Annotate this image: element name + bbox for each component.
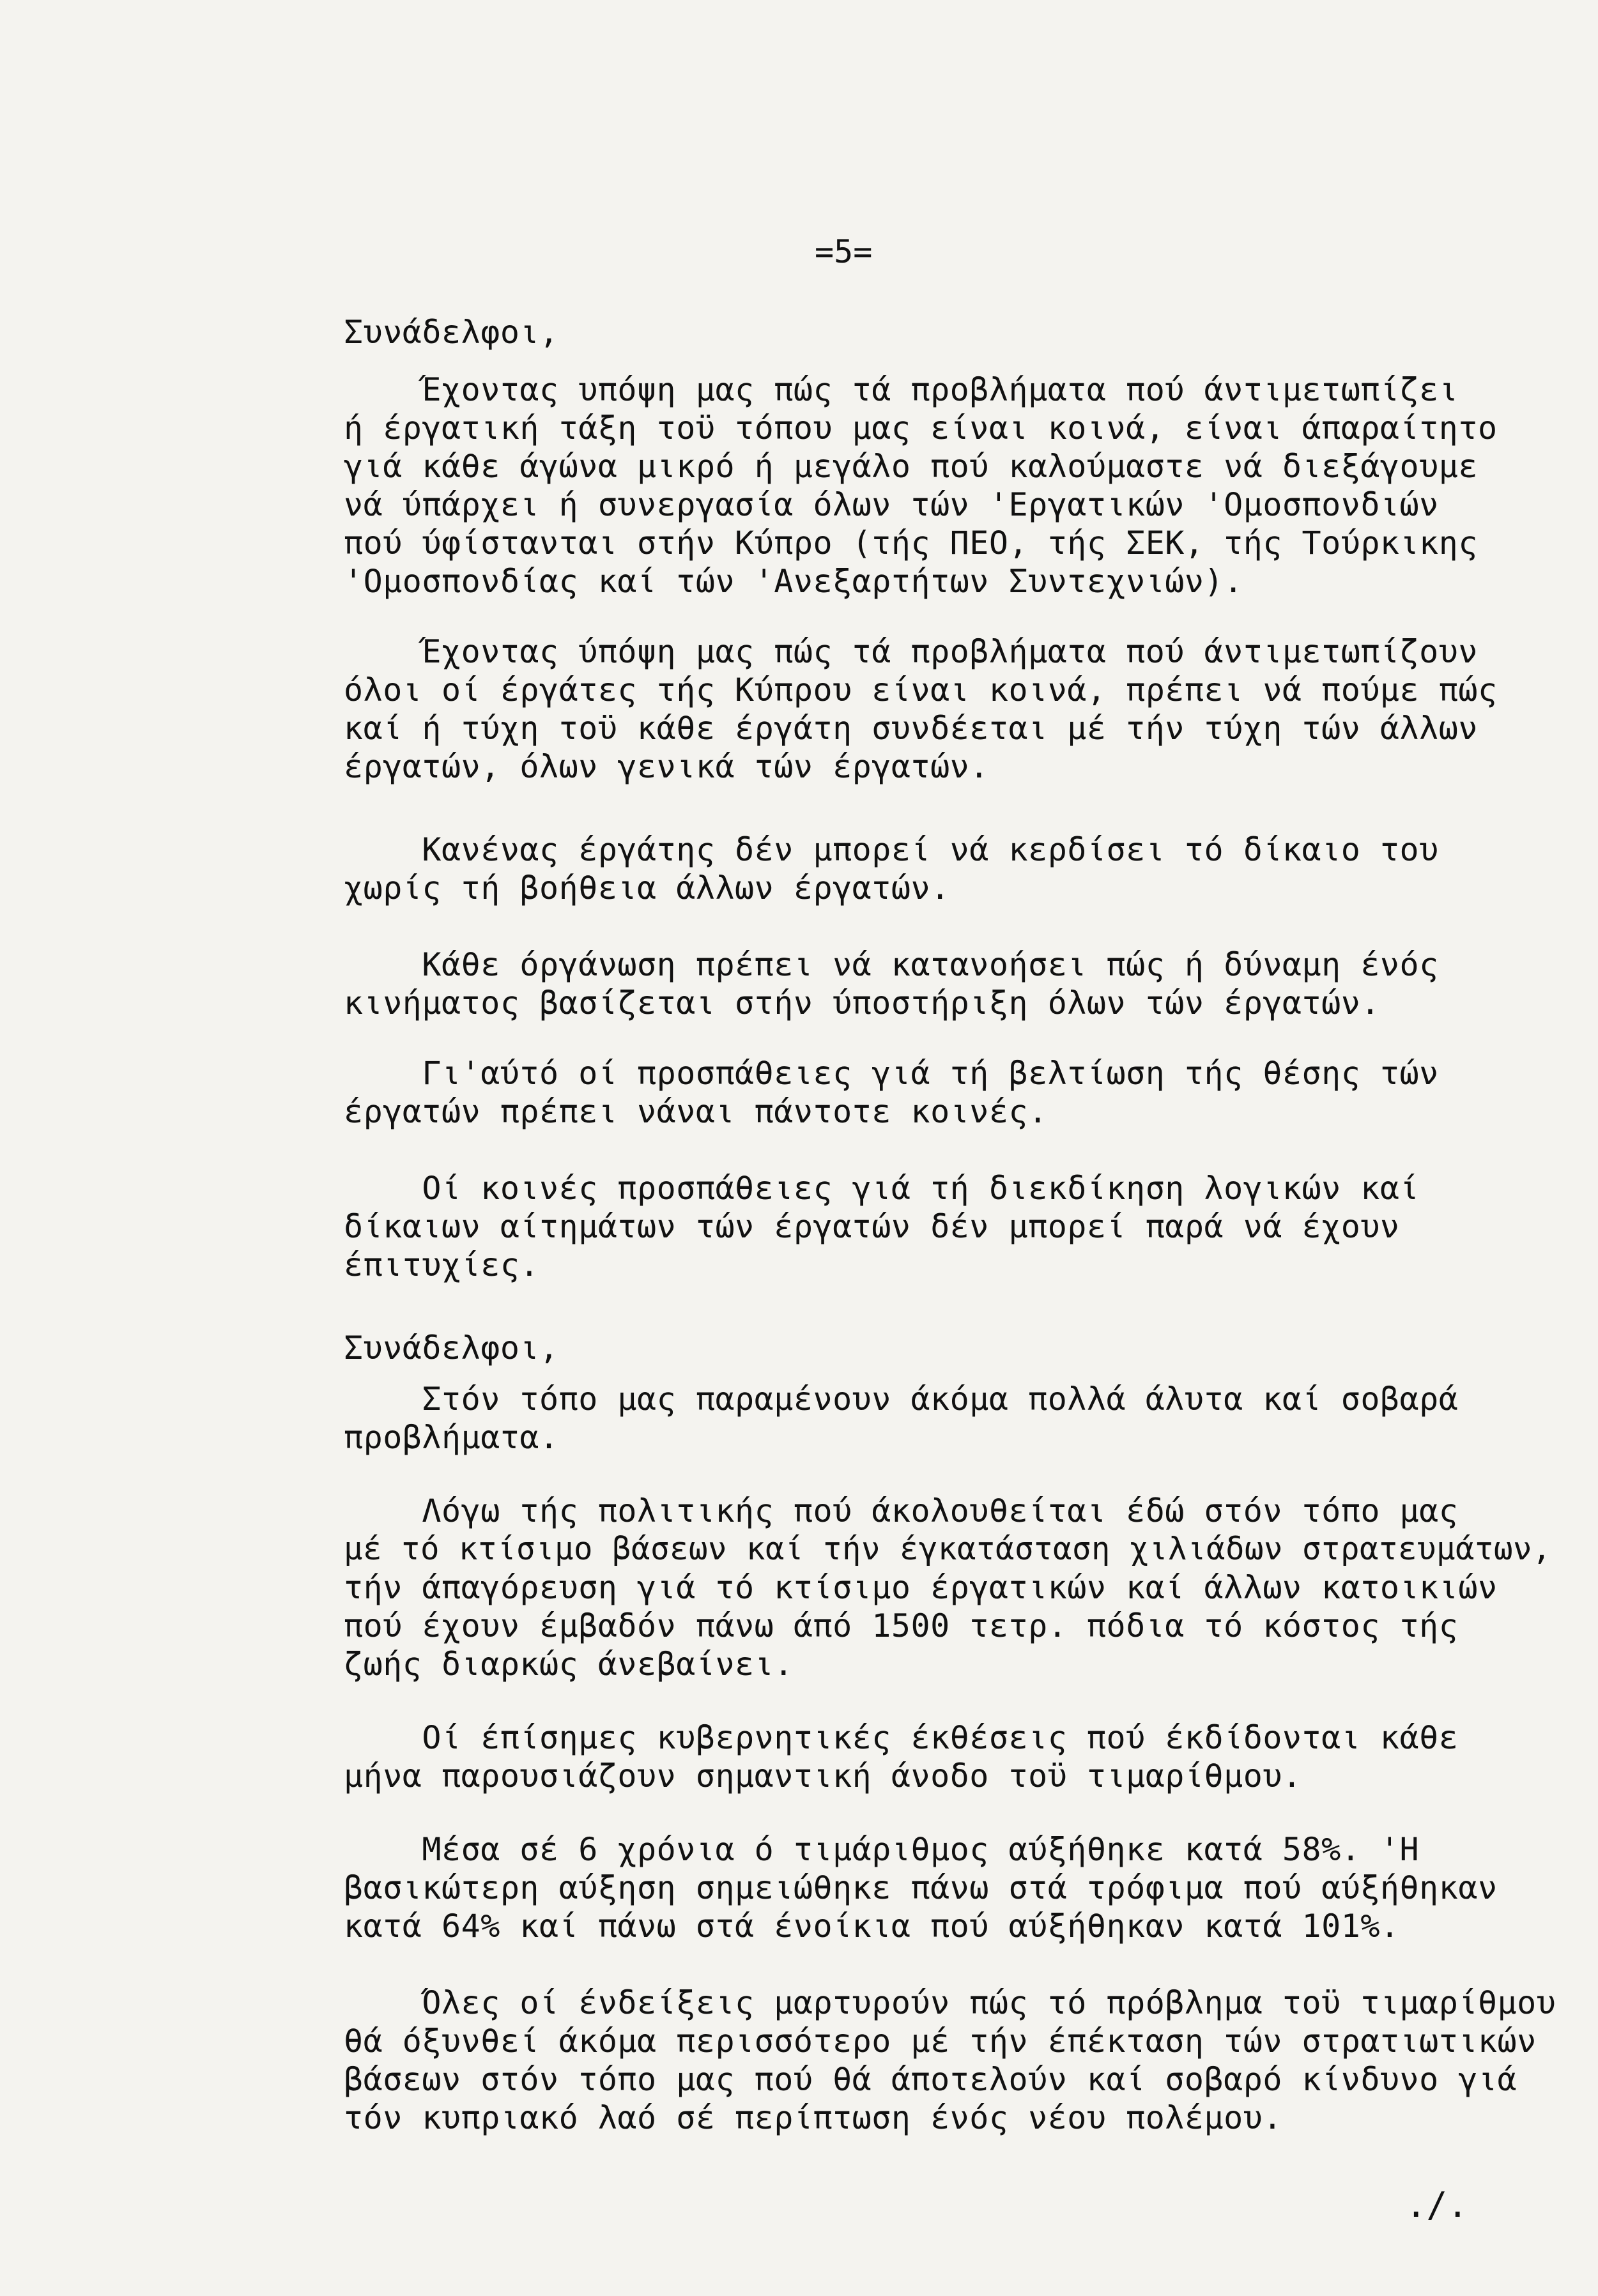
text-line: 'Ομοσπονδίας καί τών 'Ανεξαρτήτων Συντεχνιών). [344,563,1243,600]
text-line: μήνα παρουσιάζουν σημαντική άνοδο τοϋ τιμαρίθμου. [344,1757,1302,1795]
text-line: ή έργατική τάξη τοϋ τόπου μας είναι κοινά, είναι άπαραίτητο [344,409,1498,447]
text-line: ζωής διαρκώς άνεβαίνει. [344,1646,794,1683]
text-line: χωρίς τή βοήθεια άλλων έργατών. [344,869,950,907]
text-line: δίκαιων αίτημάτων τών έργατών δέν μπορεί παρά νά έχουν [344,1208,1400,1245]
text-line: έργατών, όλων γενικά τών έργατών. [344,748,989,785]
text-line: Οί έπίσημες κυβερνητικές έκθέσεις πού έκδίδονται κάθε [344,1719,1459,1756]
text-line: έργατών πρέπει νάναι πάντοτε κοινές. [344,1093,1048,1130]
text-line: Έχοντας υπόψη μας πώς τά προβλήματα πού άντιμετωπίζει [344,371,1459,408]
text-line: κινήματος βασίζεται στήν ύποστήριξη όλων τών έργατών. [344,984,1380,1022]
page-number: =5= [815,233,873,270]
text-line: Έχοντας ύπόψη μας πώς τά προβλήματα πού άντιμετωπίζουν [344,633,1478,670]
text-line: πού ύφίστανται στήν Κύπρο (τής ΠΕΟ, τής ΣΕΚ, τής Τούρκικης [344,524,1478,562]
text-line: μέ τό κτίσιμο βάσεων καί τήν έγκατάσταση χιλιάδων στρατευμάτων, [344,1531,1552,1567]
text-line: Συνάδελφοι, [344,314,559,351]
text-line: Όλες οί ένδείξεις μαρτυρούν πώς τό πρόβλημα τοϋ τιμαρίθμου [344,1984,1556,2021]
text-line: έπιτυχίες. [344,1246,540,1283]
text-line: κατά 64% καί πάνω στά ένοίκια πού αύξήθηκαν κατά 101%. [344,1908,1400,1945]
text-line: θά όξυνθεί άκόμα περισσότερο μέ τήν έπέκταση τών στρατιωτικών [344,2023,1537,2060]
text-line: Κανένας έργάτης δέν μπορεί νά κερδίσει τό δίκαιο του [344,831,1439,868]
text-line: Οί κοινές προσπάθειες γιά τή διεκδίκηση λογικών καί [344,1170,1420,1207]
text-line: Γι'αύτό οί προσπάθειες γιά τή βελτίωση τής θέσης τών [344,1055,1439,1092]
text-line: νά ύπάρχει ή συνεργασία όλων τών 'Εργατικών 'Ομοσπονδιών [344,486,1439,523]
text-line: γιά κάθε άγώνα μικρό ή μεγάλο πού καλούμαστε νά διεξάγουμε [344,448,1478,485]
text-line: τόν κυπριακό λαό σέ περίπτωση ένός νέου πολέμου. [344,2099,1282,2136]
text-line: Στόν τόπο μας παραμένουν άκόμα πολλά άλυτα καί σοβαρά [344,1381,1459,1418]
text-line: βασικώτερη αύξηση σημειώθηκε πάνω στά τρόφιμα πού αύξήθηκαν [344,1869,1498,1906]
text-line: προβλήματα. [344,1419,559,1456]
text-line: Μέσα σέ 6 χρόνια ό τιμάριθμος αύξήθηκε κατά 58%. 'Η [344,1831,1420,1868]
text-line: όλοι οί έργάτες τής Κύπρου είναι κοινά, πρέπει νά πούμε πώς [344,671,1498,708]
text-line: πού έχουν έμβαδόν πάνω άπό 1500 τετρ. πόδια τό κόστος τής [344,1607,1459,1644]
text-line: Λόγω τής πολιτικής πού άκολουθείται έδώ στόν τόπο μας [344,1492,1459,1529]
text-line: τήν άπαγόρευση γιά τό κτίσιμο έργατικών καί άλλων κατοικιών [344,1569,1498,1606]
text-line: βάσεων στόν τόπο μας πού θά άποτελούν καί σοβαρό κίνδυνο γιά [344,2061,1517,2098]
text-line: Κάθε όργάνωση πρέπει νά κατανοήσει πώς ή δύναμη ένός [344,946,1439,983]
text-line: καί ή τύχη τοϋ κάθε έργάτη συνδέεται μέ τήν τύχη τών άλλων [344,710,1478,747]
continuation-mark: ./. [1406,2185,1468,2225]
text-line: Συνάδελφοι, [344,1329,559,1366]
